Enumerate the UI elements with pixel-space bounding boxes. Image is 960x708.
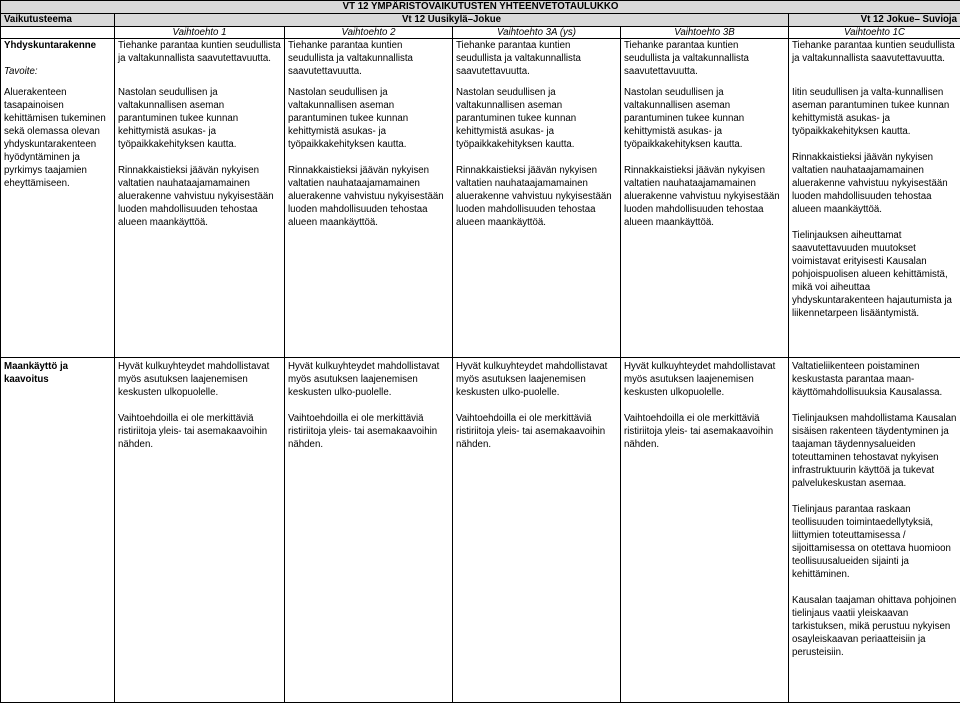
table-cell (453, 39, 621, 84)
cell-paragraph: Rinnakkaistieksi jäävän nykyisen valtatien nauhataajamamainen aluerakenne vahvistuu nykyisestään luoden mahdollisuuden tehostaa alueen maankäyttöä. (118, 164, 274, 228)
table-cell (115, 84, 285, 358)
cell-paragraph: Vaihtoehdoilla ei ole merkittäviä ristiriitoja yleis- tai asemakaavoihin nähden. (288, 413, 438, 450)
cell-paragraph: Nastolan seudullisen ja valtakunnallisen aseman parantuminen tukee kunnan kehittymistä asukas- ja työpaikkakehityksen kautta. (624, 86, 745, 150)
table-cell (115, 358, 285, 703)
table-row (1, 358, 960, 703)
cell-paragraph: Tielinjaus parantaa raskaan teollisuuden toimintaedellytyksiä, liittymien toteuttamisessa / sijoittamisessa on otettava huomioon teollisuusalueiden sijainti ja kehittäminen. (792, 504, 951, 580)
cell-paragraph: Hyvät kulkuyhteydet mahdollistavat myös asutuksen laajenemisen keskusten ulkopuolelle. (624, 361, 776, 398)
cell-paragraph: Iitin seudullisen ja valta-kunnallisen aseman parantuminen tukee kunnan kehittymistä asukas- ja työpaikkakehityksen kautta. (792, 86, 950, 137)
cell-paragraph: Tielinjauksen aiheuttamat saavutettavuuden muutokset voimistavat erityisesti Kausalan pohjoispuolisen alueen kehittämistä, mikä voi aiheuttaa yhdyskuntarakenteen hajautumista ja liikennetarpeen lisääntymistä. (792, 229, 952, 319)
section-a-header: Vt 12 Uusikylä–Jokue (115, 14, 789, 27)
section-b-header: Vt 12 Jokue– Suvioja (789, 14, 960, 27)
alt-header: Vaihtoehto 1C (789, 27, 960, 39)
cell-paragraph: Rinnakkaistieksi jäävän nykyisen valtatien nauhataajamamainen aluerakenne vahvistuu nykyisestään luoden mahdollisuuden tehostaa alueen maankäyttöä. (456, 164, 612, 228)
table-cell (789, 39, 960, 84)
cell-paragraph: Rinnakkaistieksi jäävän nykyisen valtatien nauhataajamamainen aluerakenne vahvistuu nykyisestään luoden mahdollisuuden tehostaa alueen maankäyttöä. (288, 164, 444, 228)
alt-header: Vaihtoehto 3A (ys) (453, 27, 621, 39)
cell-paragraph: Hyvät kulkuyhteydet mahdollistavat myös asutuksen laajenemisen keskusten ulko-puolelle. (456, 361, 608, 398)
table-cell (789, 358, 960, 703)
cell-paragraph: Vaihtoehdoilla ei ole merkittäviä ristiriitoja yleis- tai asemakaavoihin nähden. (624, 413, 774, 450)
row-label-cell (1, 84, 115, 358)
cell-paragraph: Hyvät kulkuyhteydet mahdollistavat myös asutuksen laajenemisen keskusten ulkopuolelle. (118, 361, 270, 398)
table-cell (453, 84, 621, 358)
cell-paragraph: Nastolan seudullisen ja valtakunnallisen aseman parantuminen tukee kunnan kehittymistä asukas- ja työpaikkakehityksen kautta. (456, 86, 577, 150)
row-label: Yhdyskuntarakenne (4, 40, 97, 51)
cell-paragraph: Kausalan taajaman ohittava pohjoinen tielinjaus vaatii yleiskaavan tarkistuksen, mikä perustuu nykyisen osayleiskaavan periaatteisiin ja perusteisiin. (792, 595, 957, 658)
table-row (1, 39, 960, 84)
alt-header: Vaihtoehto 3B (621, 27, 789, 39)
cell-paragraph: Rinnakkaistieksi jäävän nykyisen valtatien nauhataajamamainen aluerakenne vahvistuu nykyisestään luoden mahdollisuuden tehostaa alueen maankäyttöä. (792, 151, 948, 215)
table-cell (285, 84, 453, 358)
table-title: VT 12 YMPÄRISTÖVAIKUTUSTEN YHTEENVETOTAULUKKO (1, 1, 960, 14)
cell-paragraph: Tiehanke parantaa kuntien seudullista ja valtakunnallista saavutettavuutta. (456, 40, 581, 77)
cell-paragraph: Tielinjauksen mahdollistama Kausalan sisäisen rakenteen täydentyminen ja taajaman täydennysalueiden toteuttaminen tehostavat nykyisen infrastruktuurin käyttöä ja tukevat palvelukeskustan asemaa. (792, 413, 957, 489)
cell-paragraph: Nastolan seudullisen ja valtakunnallisen aseman parantuminen tukee kunnan kehittymistä asukas- ja työpaikkakehityksen kautta. (288, 86, 409, 150)
cell-paragraph: Tiehanke parantaa kuntien seudullista ja valtakunnallista saavutettavuutta. (624, 40, 749, 77)
table-cell (621, 84, 789, 358)
cell-paragraph: Vaihtoehdoilla ei ole merkittäviä ristiriitoja yleis- tai asemakaavoihin nähden. (118, 413, 268, 450)
cell-paragraph: Tiehanke parantaa kuntien seudullista ja valtakunnallista saavutettavuutta. (792, 40, 955, 64)
cell-paragraph: Nastolan seudullisen ja valtakunnallisen aseman parantuminen tukee kunnan kehittymistä asukas- ja työpaikkakehityksen kautta. (118, 86, 239, 150)
cell-paragraph: Rinnakkaistieksi jäävän nykyisen valtatien nauhataajamamainen aluerakenne vahvistuu nykyisestään luoden mahdollisuuden tehostaa alueen maankäyttöä. (624, 164, 780, 228)
empty-header-cell (1, 27, 115, 39)
row-sublabel: Tavoite: (4, 66, 38, 77)
theme-header: Vaikutusteema (1, 14, 115, 27)
row-label: Aluerakenteen tasapainoisen kehittämisen tukeminen sekä olemassa olevan yhdyskuntarakenteen hyödyntäminen ja pyrkimys taajamien eheyttämiseen. (4, 86, 106, 189)
alt-header: Vaihtoehto 2 (285, 27, 453, 39)
cell-paragraph: Vaihtoehdoilla ei ole merkittäviä ristiriitoja yleis- tai asemakaavoihin nähden. (456, 413, 606, 450)
cell-paragraph: Tiehanke parantaa kuntien seudullista ja valtakunnallista saavutettavuutta. (288, 40, 413, 77)
table-cell (115, 39, 285, 84)
row-label-cell (1, 39, 115, 84)
table-cell (621, 358, 789, 703)
alt-header: Vaihtoehto 1 (115, 27, 285, 39)
row-label-cell (1, 358, 115, 703)
table-cell (453, 358, 621, 703)
table-cell (789, 84, 960, 358)
table-cell (285, 39, 453, 84)
table-row (1, 84, 960, 358)
cell-paragraph: Valtatieliikenteen poistaminen keskustasta parantaa maan-käyttömahdollisuuksia Kausalassa. (792, 361, 943, 398)
cell-paragraph: Hyvät kulkuyhteydet mahdollistavat myös asutuksen laajenemisen keskusten ulko-puolelle. (288, 361, 440, 398)
cell-paragraph: Tiehanke parantaa kuntien seudullista ja valtakunnallista saavutettavuutta. (118, 40, 281, 64)
table-cell (621, 39, 789, 84)
table-cell (285, 358, 453, 703)
row-label: Maankäyttö ja kaavoitus (4, 361, 69, 385)
